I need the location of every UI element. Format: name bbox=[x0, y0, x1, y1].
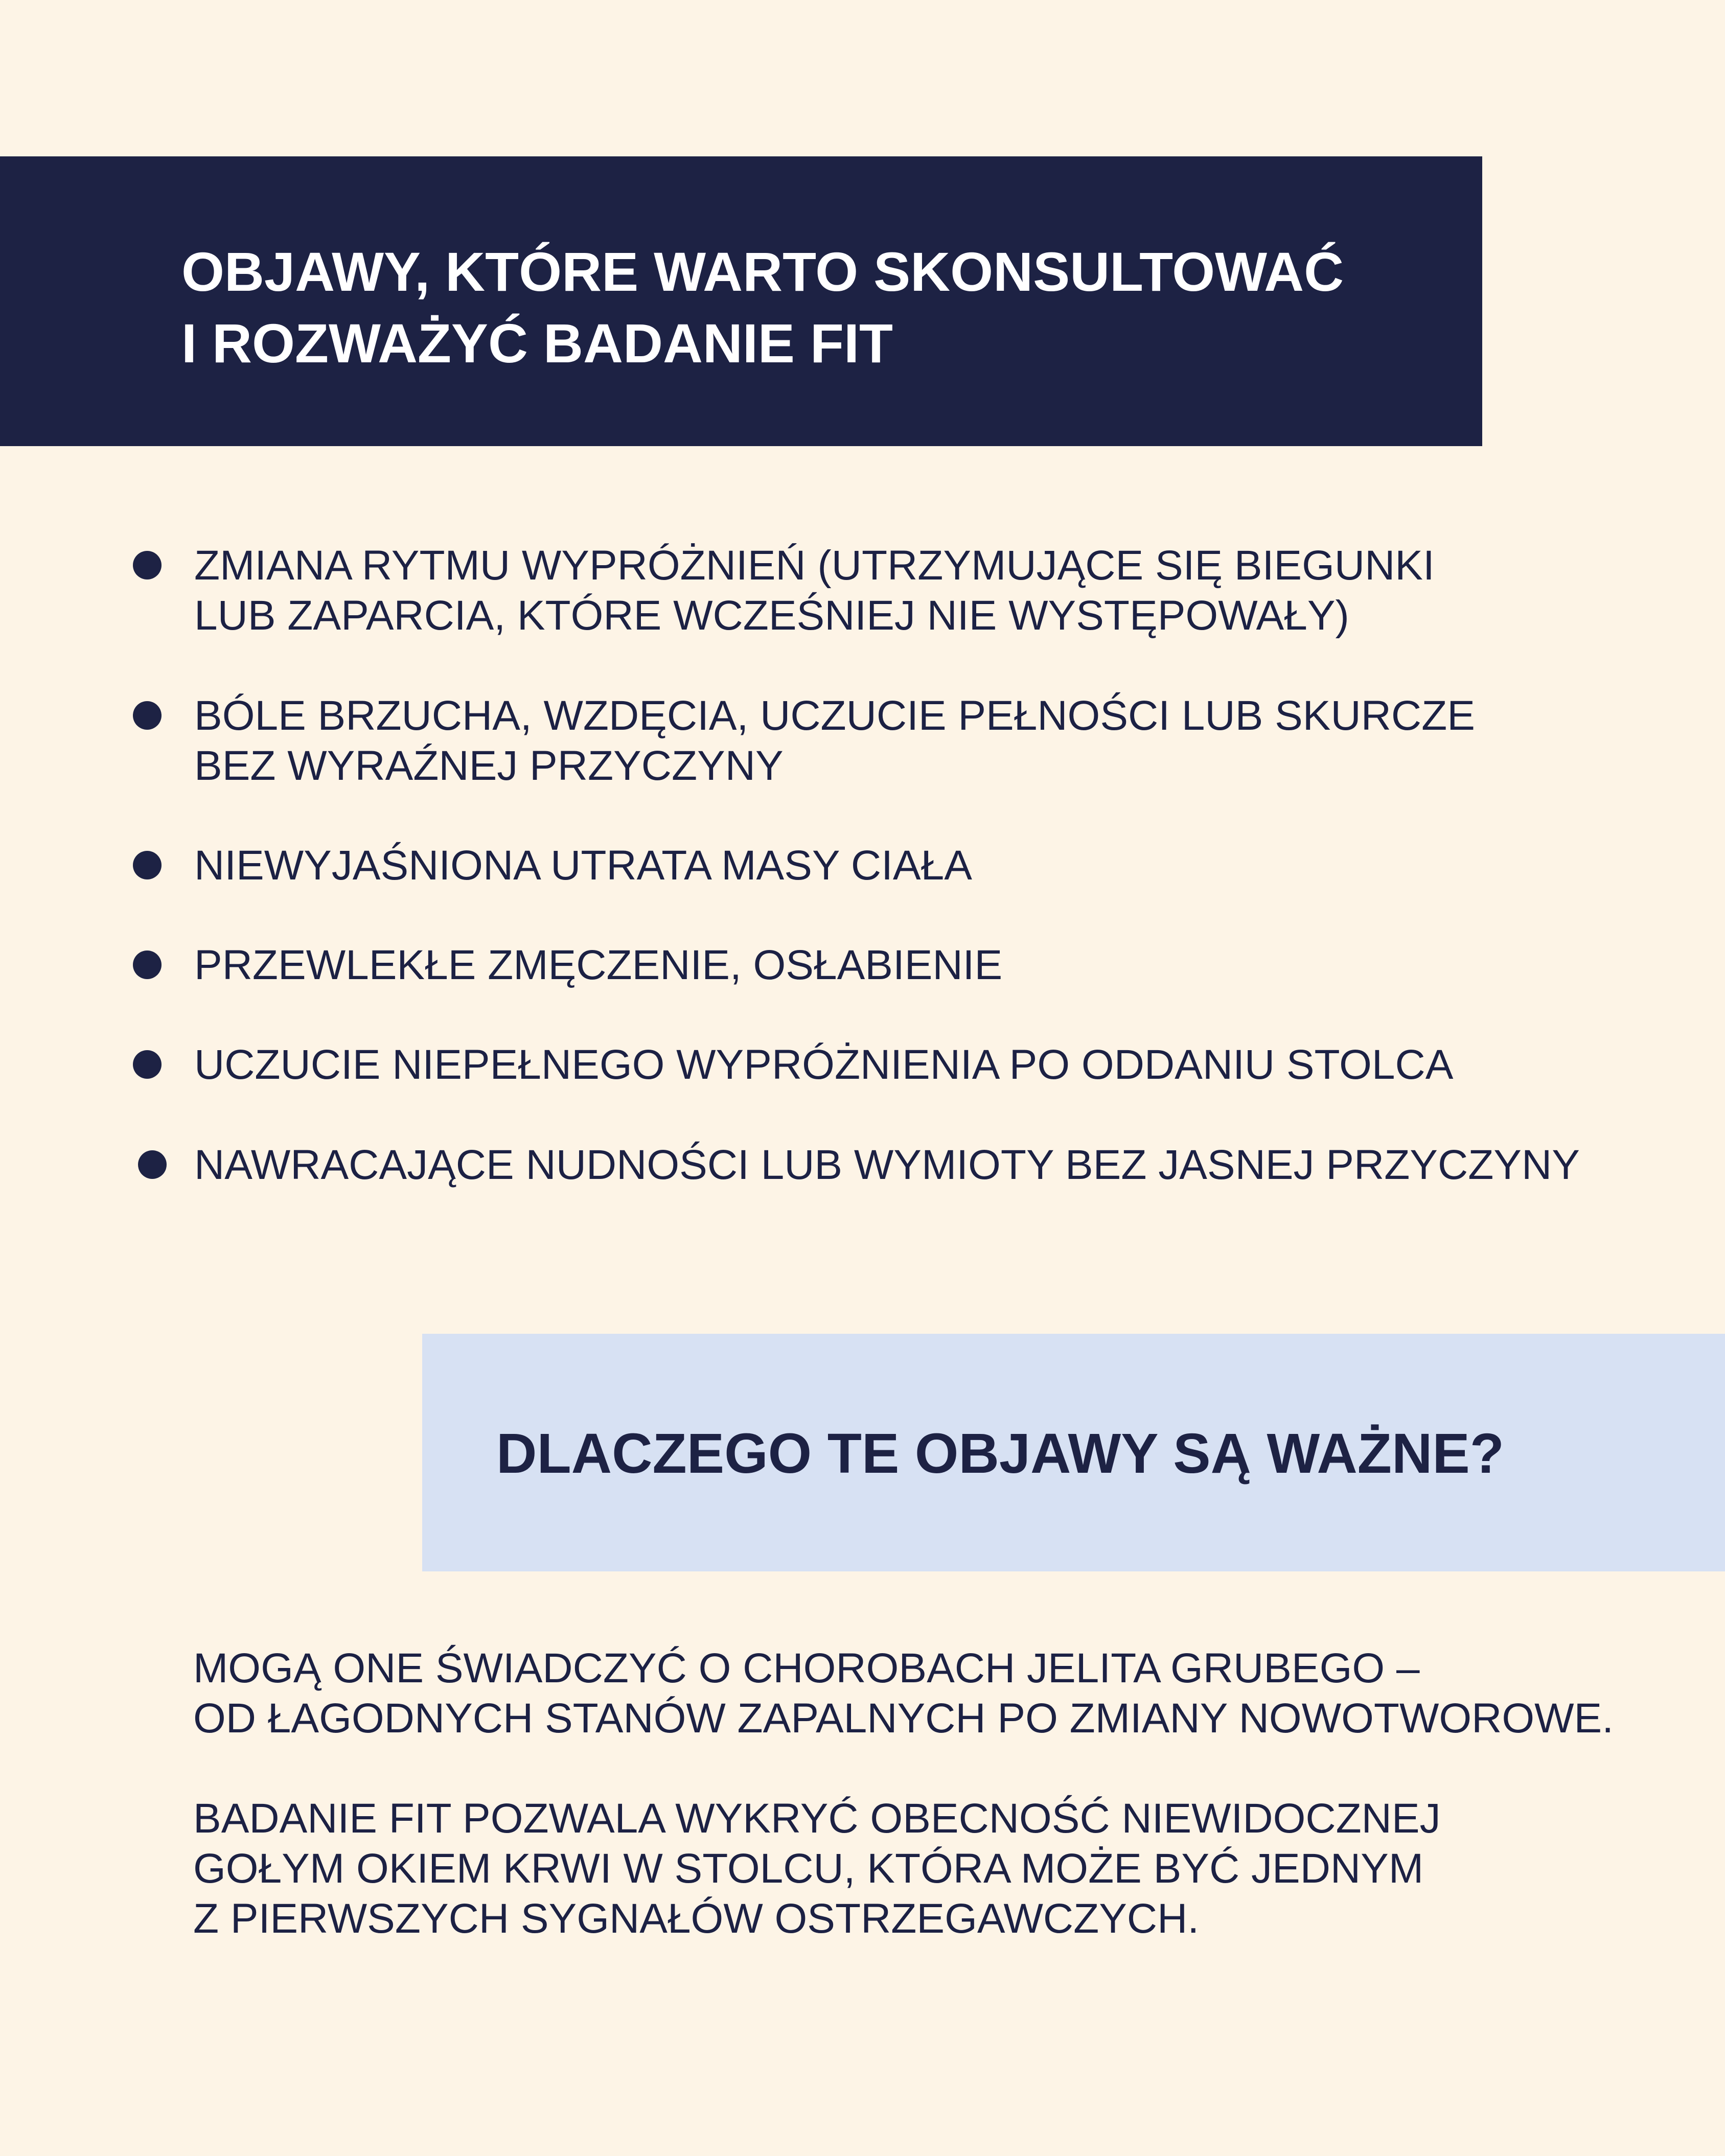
bullet-icon bbox=[133, 851, 162, 879]
bullet-icon bbox=[133, 701, 162, 730]
page-title-line-2: I ROZWAŻYĆ BADANIE FIT bbox=[181, 312, 893, 374]
list-item-text: NAWRACAJĄCE NUDNOŚCI LUB WYMIOTY BEZ JASNEJ PRZYCZYNY bbox=[194, 1142, 1580, 1188]
bullet-icon bbox=[138, 1150, 167, 1179]
list-item-text: ZMIANA RYTMU WYPRÓŻNIEŃ (UTRZYMUJĄCE SIĘ BIEGUNKI LUB ZAPARCIA, KTÓRE WCZEŚNIEJ NIE WYSTĘPOWAŁY) bbox=[194, 542, 1435, 639]
section-banner bbox=[422, 1334, 1725, 1571]
paragraph-2: BADANIE FIT POZWALA WYKRYĆ OBECNOŚĆ NIEWIDOCZNEJ GOŁYM OKIEM KRWI W STOLCU, KTÓRA MOŻE BYĆ JEDNYM Z PIERWSZYCH SYGNAŁÓW OSTRZEGAWCZYCH. bbox=[193, 1795, 1441, 1942]
page-title-line-1: OBJAWY, KTÓRE WARTO SKONSULTOWAĆ bbox=[181, 241, 1344, 303]
section-title: DLACZEGO TE OBJAWY SĄ WAŻNE? bbox=[496, 1422, 1504, 1485]
bullet-icon bbox=[133, 1050, 162, 1079]
bullet-icon bbox=[133, 551, 162, 579]
list-item-text: BÓLE BRZUCHA, WZDĘCIA, UCZUCIE PEŁNOŚCI LUB SKURCZE BEZ WYRAŹNEJ PRZYCZYNY bbox=[194, 692, 1475, 789]
list-item-text: NIEWYJAŚNIONA UTRATA MASY CIAŁA bbox=[194, 842, 972, 889]
list-item-text: PRZEWLEKŁE ZMĘCZENIE, OSŁABIENIE bbox=[194, 942, 1003, 988]
paragraph-1: MOGĄ ONE ŚWIADCZYĆ O CHOROBACH JELITA GRUBEGO – OD ŁAGODNYCH STANÓW ZAPALNYCH PO ZMIANY NOWOTWOROWE. bbox=[193, 1645, 1614, 1742]
list-item-text: UCZUCIE NIEPEŁNEGO WYPRÓŻNIENIA PO ODDANIU STOLCA bbox=[194, 1041, 1454, 1088]
bullet-icon bbox=[133, 951, 162, 979]
